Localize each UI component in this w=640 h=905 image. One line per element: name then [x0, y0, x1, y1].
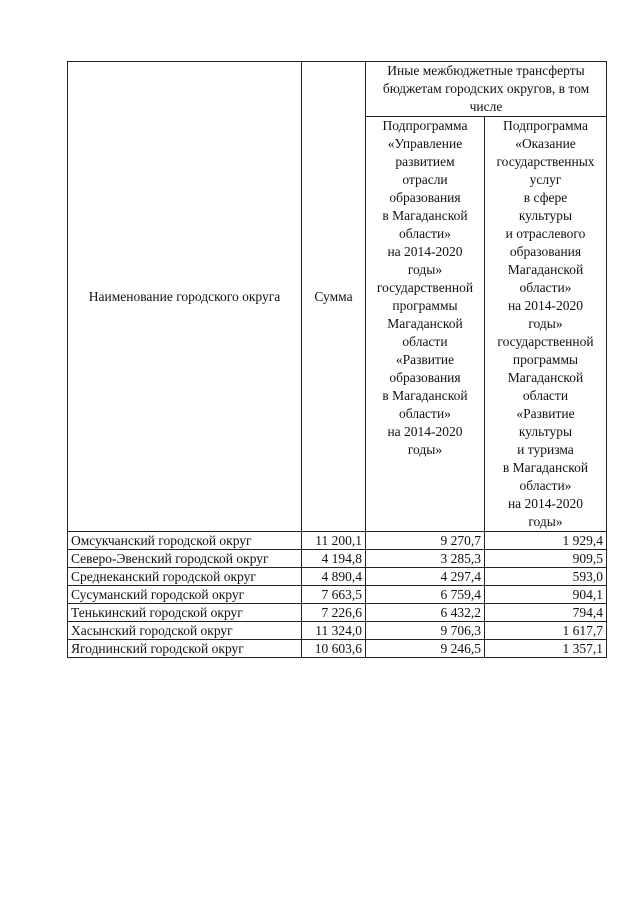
cell-subprogram-education: 9 246,5 — [366, 640, 485, 658]
cell-subprogram-culture: 909,5 — [485, 550, 607, 568]
cell-subprogram-culture: 593,0 — [485, 568, 607, 586]
cell-subprogram-culture: 1 357,1 — [485, 640, 607, 658]
cell-subprogram-culture: 794,4 — [485, 604, 607, 622]
cell-district-name: Тенькинский городской округ — [68, 604, 302, 622]
cell-sum: 11 200,1 — [302, 532, 366, 550]
cell-sum: 7 226,6 — [302, 604, 366, 622]
cell-subprogram-education: 6 759,4 — [366, 586, 485, 604]
cell-subprogram-education: 6 432,2 — [366, 604, 485, 622]
cell-district-name: Среднеканский городской округ — [68, 568, 302, 586]
table-row — [68, 622, 607, 640]
cell-subprogram-culture: 1 617,7 — [485, 622, 607, 640]
header-row-top — [68, 62, 607, 117]
cell-sum: 4 890,4 — [302, 568, 366, 586]
cell-sum: 10 603,6 — [302, 640, 366, 658]
header-sum: Сумма — [302, 62, 366, 532]
cell-district-name: Хасынский городской округ — [68, 622, 302, 640]
header-other-transfers: Иные межбюджетные трансферты бюджетам городских округов, в том числе — [366, 62, 607, 117]
cell-subprogram-culture: 1 929,4 — [485, 532, 607, 550]
table-row — [68, 640, 607, 658]
cell-subprogram-culture: 904,1 — [485, 586, 607, 604]
cell-subprogram-education: 3 285,3 — [366, 550, 485, 568]
table-row — [68, 586, 607, 604]
table-header — [68, 62, 607, 532]
cell-district-name: Северо-Эвенский городской округ — [68, 550, 302, 568]
table-row — [68, 568, 607, 586]
table-row — [68, 532, 607, 550]
table-row — [68, 604, 607, 622]
table-body — [68, 532, 607, 658]
table-row — [68, 550, 607, 568]
cell-subprogram-education: 9 270,7 — [366, 532, 485, 550]
cell-sum: 7 663,5 — [302, 586, 366, 604]
cell-subprogram-education: 9 706,3 — [366, 622, 485, 640]
cell-district-name: Омсукчанский городской округ — [68, 532, 302, 550]
header-region-name: Наименование городского округа — [68, 62, 302, 532]
cell-subprogram-education: 4 297,4 — [366, 568, 485, 586]
cell-sum: 11 324,0 — [302, 622, 366, 640]
header-subprogram-education: Подпрограмма «Управление развитием отрасли образования в Магаданской области» на 2014-2020 годы» государственной программы Магаданской области «Развитие образования в Магаданской области» на 2014-2020 годы» — [366, 117, 485, 532]
header-subprogram-culture: Подпрограмма «Оказание государственных услуг в сфере культуры и отраслевого образования Магаданской области» на 2014-2020 годы» государственной программы Магаданской области «Развитие культуры и туризма в Магаданской области» на 2014-2020 годы» — [485, 117, 607, 532]
transfers-table — [67, 61, 607, 658]
cell-sum: 4 194,8 — [302, 550, 366, 568]
cell-district-name: Сусуманский городской округ — [68, 586, 302, 604]
cell-district-name: Ягоднинский городской округ — [68, 640, 302, 658]
